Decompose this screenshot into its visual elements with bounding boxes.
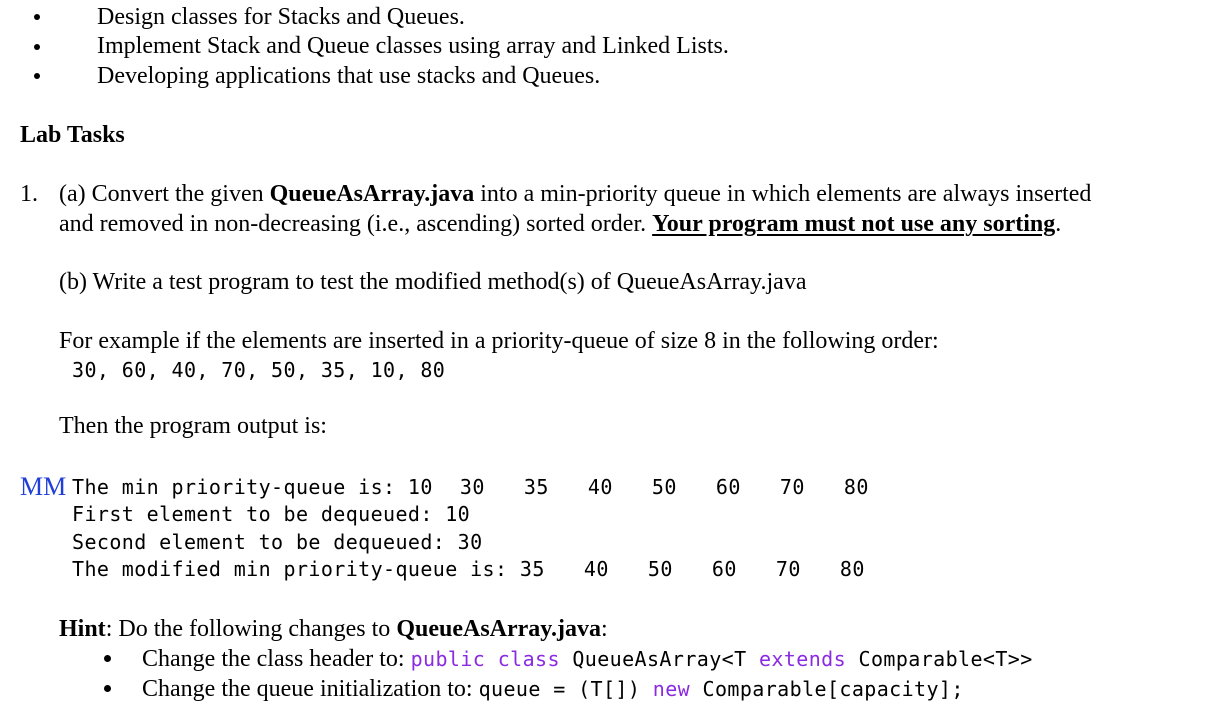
hint-item-text: Change the class header to: [142, 646, 411, 672]
bullet-icon [34, 73, 40, 79]
bullet-icon [34, 14, 40, 20]
code-keyword: class [497, 647, 560, 671]
hint-text-prefix: : Do the following changes to [105, 616, 397, 642]
task-b-text: (b) Write a test program to test the modified method(s) of QueueAsArray.java [59, 269, 807, 295]
task-a-line2-prefix: and removed in non-decreasing (i.e., ascending) sorted order. [59, 211, 653, 237]
section-heading: Lab Tasks [20, 122, 125, 148]
code-keyword: public [410, 647, 486, 671]
output-line3: Second element to be dequeued: 30 [72, 530, 483, 554]
output-value: 35 [523, 475, 549, 499]
hint-item [142, 644, 1033, 674]
task-a-requirement: Your program must not use any sorting [652, 211, 1056, 237]
output-intro: Then the program output is: [59, 413, 327, 439]
task-number: 1. [20, 181, 38, 207]
task-a-line1 [59, 179, 1091, 209]
hint-item [142, 674, 964, 704]
code-keyword: new [652, 677, 691, 701]
mm-marker: MM [20, 472, 67, 501]
example-sequence: 30, 60, 40, 70, 50, 35, 10, 80 [72, 358, 446, 382]
objective-item: Developing applications that use stacks and Queues. [97, 63, 601, 89]
output-value: 35 [519, 557, 545, 581]
hint-label: Hint [59, 616, 106, 642]
code-keyword: extends [758, 647, 847, 671]
output-value: 70 [775, 557, 801, 581]
task-a-line2-end: . [1055, 211, 1062, 237]
code-text: queue = (T[]) [478, 677, 653, 701]
output-line4 [72, 556, 865, 583]
output-value: 30 [459, 475, 485, 499]
bullet-icon [104, 685, 111, 692]
output-line1-label: The min priority-queue is: [72, 475, 396, 499]
output-value: 60 [715, 475, 741, 499]
output-value: 60 [711, 557, 737, 581]
bullet-icon [104, 655, 111, 662]
output-value: 50 [647, 557, 673, 581]
task-a-file: QueueAsArray.java [269, 181, 475, 207]
task-a-suffix: into a min-priority queue in which elements are always inserted [474, 181, 1092, 207]
example-text: For example if the elements are inserted in a priority-queue of size 8 in the following order: [59, 328, 939, 354]
objective-item: Implement Stack and Queue classes using array and Linked Lists. [97, 33, 729, 59]
task-a-line2 [59, 209, 1061, 239]
code-text: Comparable[capacity]; [690, 677, 964, 701]
output-value: 50 [651, 475, 677, 499]
hint-text-suffix: : [600, 616, 608, 642]
hint-file: QueueAsArray.java [396, 616, 601, 642]
output-value: 70 [779, 475, 805, 499]
hint-line [59, 614, 608, 644]
output-line2: First element to be dequeued: 10 [72, 502, 471, 526]
bullet-icon [34, 44, 40, 50]
code-text: Comparable<T>> [846, 647, 1033, 671]
output-line1 [72, 474, 869, 501]
code-text: QueueAsArray<T [559, 647, 759, 671]
output-value: 40 [587, 475, 613, 499]
output-value: 10 [407, 475, 433, 499]
output-value: 40 [583, 557, 609, 581]
objective-item: Design classes for Stacks and Queues. [97, 4, 465, 30]
task-a-prefix: (a) Convert the given [59, 181, 270, 207]
output-value: 80 [843, 475, 869, 499]
output-line4-label: The modified min priority-queue is: [72, 557, 508, 581]
hint-item-text: Change the queue initialization to: [142, 676, 479, 702]
output-value: 80 [839, 557, 865, 581]
